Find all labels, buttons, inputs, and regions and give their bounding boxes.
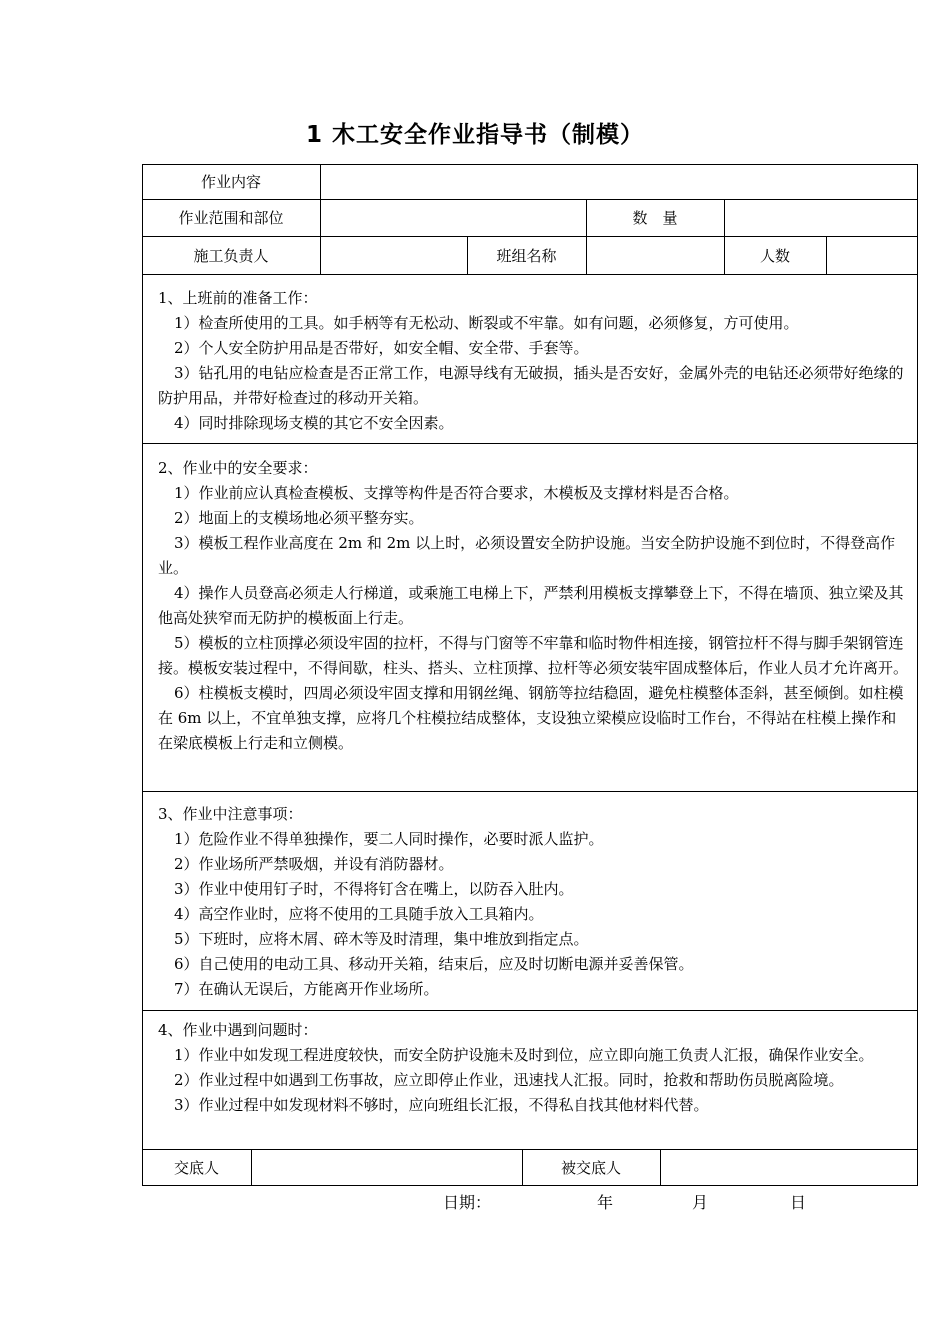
section-item: 1）作业前应认真检查模板、支撑等构件是否符合要求，木模板及支撑材料是否合格。 xyxy=(174,484,739,502)
section-item: 3）作业过程中如发现材料不够时，应向班组长汇报，不得私自找其他材料代替。 xyxy=(174,1096,709,1114)
section-item: 2）个人安全防护用品是否带好，如安全帽、安全带、手套等。 xyxy=(174,339,589,357)
scope-label: 作业范围和部位 xyxy=(178,209,284,227)
handover-field[interactable] xyxy=(251,1149,522,1186)
section-preparation xyxy=(158,286,910,436)
section-item: 2）作业过程中如遇到工伤事故，应立即停止作业，迅速找人汇报。同时，抢救和帮助伤员脱离险境。 xyxy=(174,1071,844,1089)
work-content-field[interactable] xyxy=(320,164,918,199)
date-label: 日期： xyxy=(443,1193,492,1212)
section-item: 4）高空作业时，应将不使用的工具随手放入工具箱内。 xyxy=(174,905,544,923)
quantity-label: 数 量 xyxy=(632,209,678,227)
section-safety-requirements xyxy=(158,456,910,756)
section-divider xyxy=(142,791,918,792)
receiver-field[interactable] xyxy=(660,1149,918,1186)
team-field[interactable] xyxy=(586,236,724,274)
section-item: 7）在确认无误后，方能离开作业场所。 xyxy=(174,980,439,998)
receiver-label: 被交底人 xyxy=(560,1159,621,1177)
section-heading: 3、作业中注意事项： xyxy=(158,805,303,823)
day-label: 日 xyxy=(790,1193,807,1212)
section-item: 3）钻孔用的电钻应检查是否正常工作，电源导线有无破损，插头是否安好，金属外壳的电钻还必须带好绝缘的防护用品，并带好检查过的移动开关箱。 xyxy=(158,364,904,407)
page-title: 1 木工安全作业指导书（制模） xyxy=(305,122,644,148)
section-heading: 2、作业中的安全要求： xyxy=(158,459,318,477)
section-item: 1）作业中如发现工程进度较快，而安全防护设施未及时到位，应立即向施工负责人汇报，确保作业安全。 xyxy=(174,1046,874,1064)
section-item: 1）危险作业不得单独操作，要二人同时操作，必要时派人监护。 xyxy=(174,830,604,848)
row-divider xyxy=(142,274,918,275)
section-divider xyxy=(142,443,918,444)
section-problems xyxy=(158,1018,910,1118)
section-item: 6）柱模板支模时，四周必须设牢固支撑和用钢丝绳、钢筋等拉结稳固，避免柱模整体歪斜，甚至倾倒。如柱模在 6m 以上，不宜单独支撑，应将几个柱模拉结成整体，支设独立梁模应设临时工作台，不得站在柱模上操作和在梁底模板上行走和立侧模。 xyxy=(158,684,904,752)
section-item: 4）同时排除现场支模的其它不安全因素。 xyxy=(174,414,454,432)
section-divider xyxy=(142,1010,918,1011)
work-content-label: 作业内容 xyxy=(200,173,261,191)
section-item: 5）下班时，应将木屑、碎木等及时清理，集中堆放到指定点。 xyxy=(174,930,589,948)
section-item: 2）地面上的支模场地必须平整夯实。 xyxy=(174,509,424,527)
people-label: 人数 xyxy=(759,246,790,265)
handover-label: 交底人 xyxy=(173,1159,219,1177)
section-heading: 4、作业中遇到问题时： xyxy=(158,1021,318,1039)
section-item: 3）模板工程作业高度在 2m 和 2m 以上时，必须设置安全防护设施。当安全防护设施不到位时，不得登高作业。 xyxy=(158,534,896,577)
leader-label: 施工负责人 xyxy=(193,246,269,265)
section-item: 1）检查所使用的工具。如手柄等有无松动、断裂或不牢靠。如有问题，必须修复，方可使用。 xyxy=(174,314,799,332)
leader-field[interactable] xyxy=(320,236,467,274)
section-item: 4）操作人员登高必须走人行梯道，或乘施工电梯上下，严禁利用模板支撑攀登上下，不得在墙顶、独立梁及其他高处狭窄而无防护的模板面上行走。 xyxy=(158,584,904,627)
month-label: 月 xyxy=(692,1193,709,1212)
section-precautions xyxy=(158,802,910,1002)
section-item: 2）作业场所严禁吸烟，并设有消防器材。 xyxy=(174,855,454,873)
scope-field[interactable] xyxy=(320,199,586,236)
section-item: 6）自己使用的电动工具、移动开关箱，结束后，应及时切断电源并妥善保管。 xyxy=(174,955,694,973)
section-item: 3）作业中使用钉子时，不得将钉含在嘴上，以防吞入肚内。 xyxy=(174,880,574,898)
year-label: 年 xyxy=(597,1193,614,1212)
section-heading: 1、上班前的准备工作： xyxy=(158,289,318,307)
people-field[interactable] xyxy=(826,236,918,274)
quantity-field[interactable] xyxy=(724,199,918,236)
team-label: 班组名称 xyxy=(496,246,557,265)
section-item: 5）模板的立柱顶撑必须设牢固的拉杆，不得与门窗等不牢靠和临时物件相连接，钢管拉杆不得与脚手架钢管连接。模板安装过程中，不得间歇，柱头、搭头、立柱顶撑、拉杆等必须安装牢固成整体后，作业人员才允许离开。 xyxy=(158,634,909,677)
